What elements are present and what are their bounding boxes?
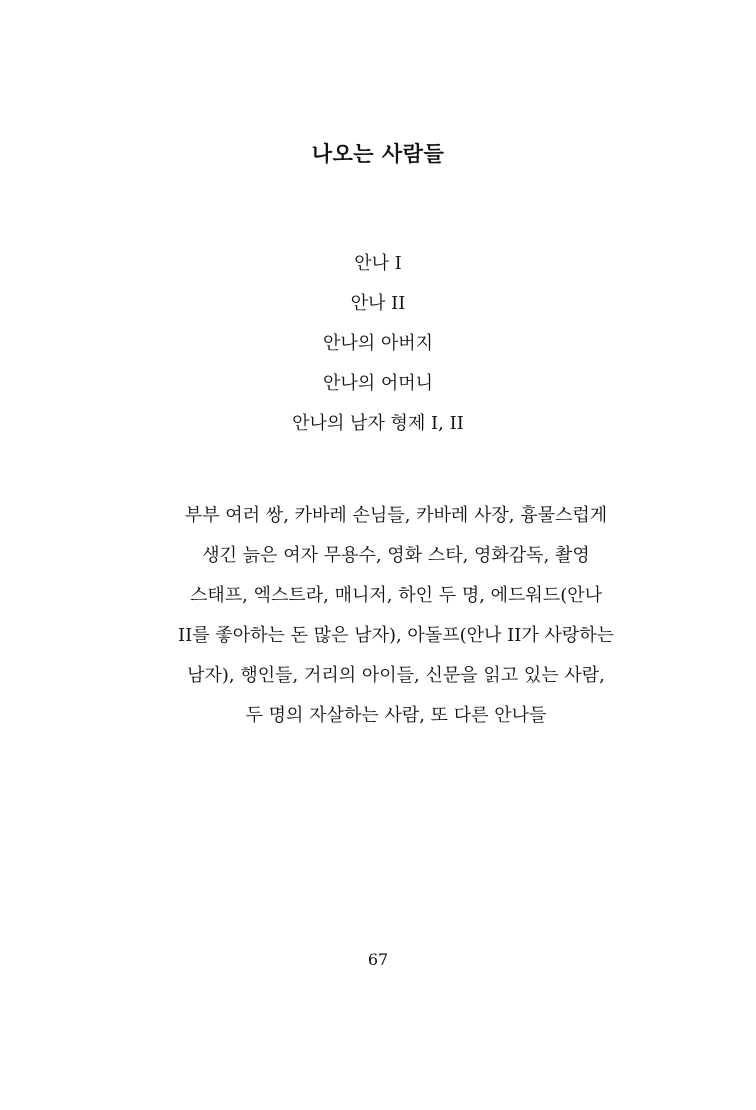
other-characters-line: 스태프, 엑스트라, 매니저, 하인 두 명, 에드워드(안나 xyxy=(190,585,602,606)
other-characters-line: 생긴 늙은 여자 무용수, 영화 스타, 영화감독, 촬영 xyxy=(202,545,590,566)
other-characters-paragraph xyxy=(163,496,629,736)
other-characters-line: 부부 여러 쌍, 카바레 손님들, 카바레 사장, 흉물스럽게 xyxy=(184,505,608,526)
other-characters-line: 남자), 행인들, 거리의 아이들, 신문을 읽고 있는 사람, xyxy=(187,665,605,686)
character-annas-brothers: 안나의 남자 형제 I, II xyxy=(292,413,464,434)
principal-characters-list xyxy=(0,244,756,444)
other-characters-line: 두 명의 자살하는 사람, 또 다른 안나들 xyxy=(245,705,547,726)
other-characters-line: II를 좋아하는 돈 많은 남자), 아돌프(안나 II가 사랑하는 xyxy=(177,625,615,646)
character-annas-father: 안나의 아버지 xyxy=(322,333,434,354)
character-anna-1: 안나 I xyxy=(354,253,402,274)
page-number: 67 xyxy=(367,950,389,969)
character-annas-mother: 안나의 어머니 xyxy=(322,373,434,394)
character-anna-2: 안나 II xyxy=(350,293,406,314)
page-title: 나오는 사람들 xyxy=(311,141,445,167)
